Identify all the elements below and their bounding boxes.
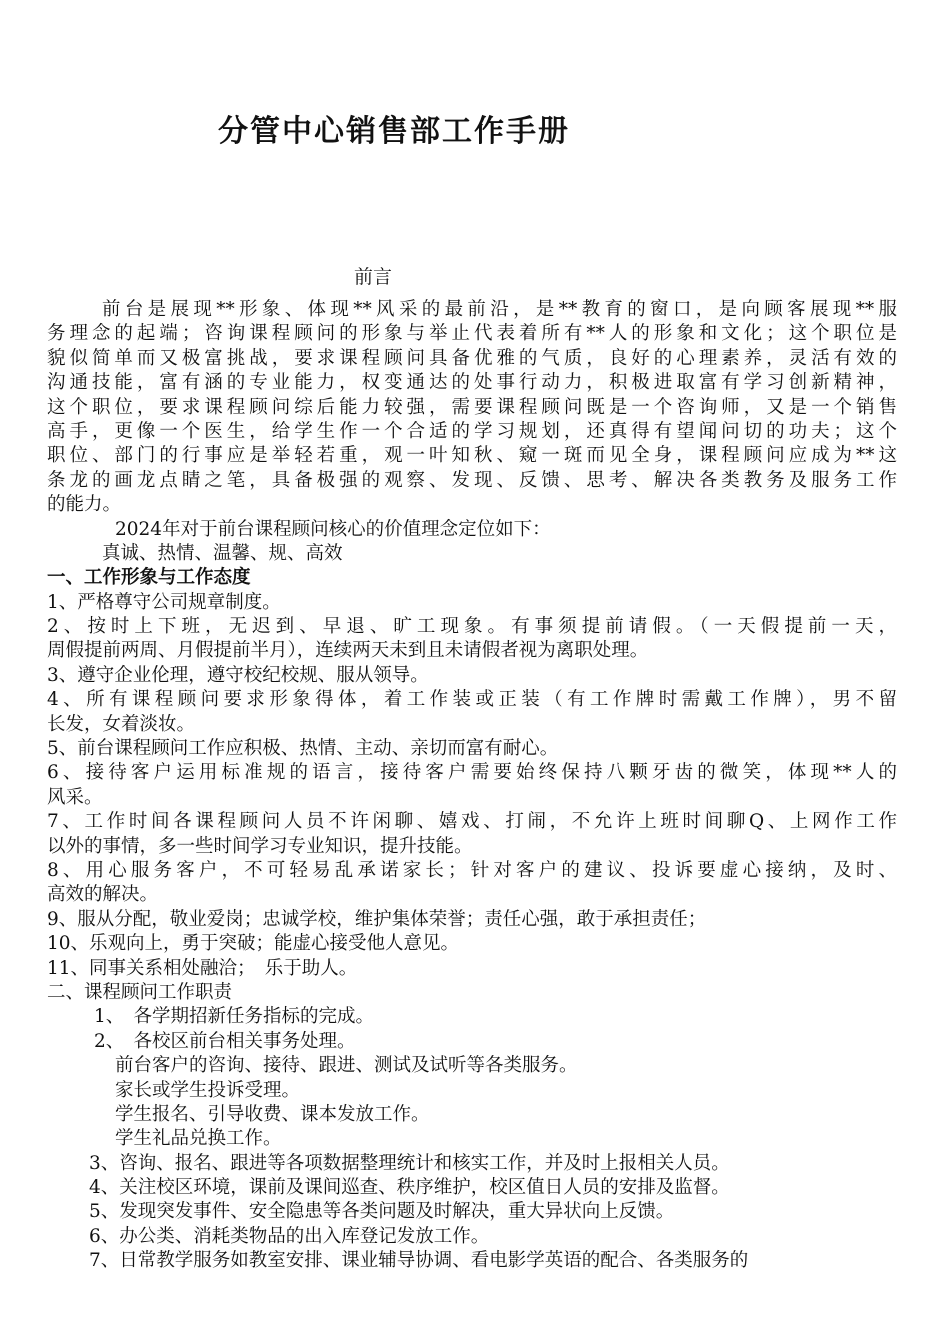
- rule-item: 高效的解决。: [47, 884, 159, 906]
- duty-item: 2、 各校区前台相关事务处理。: [94, 1030, 356, 1052]
- rule-item: 长发，女着淡妆。: [47, 713, 196, 735]
- document-body: [47, 298, 897, 1274]
- rule-item: 10、乐观向上，勇于突破；能虚心接受他人意见。: [47, 933, 460, 955]
- preface-line: 貌似简单而又极富挑战，要求课程顾问具备优雅的气质，良好的心理素养，灵活有效的: [47, 347, 897, 369]
- preface-line: 高手，更像一个医生，给学生作一个合适的学习规划，还真得有望闻问切的功夫；这个: [47, 420, 897, 442]
- rule-item: 11、同事关系相处融洽； 乐于助人。: [47, 957, 358, 979]
- preface-line: 沟通技能，富有涵的专业能力，权变通达的处事行动力，积极进取富有学习创新精神，: [47, 372, 897, 394]
- duty-item: 1、 各学期招新任务指标的完成。: [94, 1006, 375, 1028]
- duty-subitem: 学生礼品兑换工作。: [115, 1128, 282, 1150]
- rule-item: 周假提前两周、月假提前半月），连续两天未到且未请假者视为离职处理。: [47, 640, 649, 662]
- duty-item: 4、关注校区环境，课前及课间巡查、秩序维护，校区值日人员的安排及监督。: [89, 1177, 730, 1199]
- preface-heading: 前言: [354, 266, 393, 288]
- rule-item: 风采。: [47, 786, 103, 808]
- duty-subitem: 学生报名、引导收费、课本发放工作。: [115, 1103, 430, 1125]
- rule-item: 3、遵守企业伦理，遵守校纪校规、服从领导。: [47, 664, 429, 686]
- preface-line: 前台是展现**形象、体现**风采的最前沿，是**教育的窗口，是向顾客展现**服: [102, 299, 897, 320]
- preface-line: 务理念的起端；咨询课程顾问的形象与举止代表着所有**人的形象和文化；这个职位是: [47, 323, 897, 345]
- duty-item: 6、办公类、消耗类物品的出入库登记发放工作。: [89, 1225, 490, 1247]
- section-heading-duties: 二、课程顾问工作职责: [47, 981, 233, 1003]
- rule-item: 8、用心服务客户，不可轻易乱承诺家长；针对客户的建议、投诉要虚心接纳，及时、: [47, 859, 897, 881]
- preface-line: 条龙的画龙点睛之笔，具备极强的观察、发现、反馈、思考、解决各类教务及服务工作: [47, 469, 897, 491]
- rule-item: 以外的事情，多一些时间学习专业知识，提升技能。: [47, 835, 473, 857]
- duty-item: 7、日常教学服务如教室安排、课业辅导协调、看电影学英语的配合、各类服务的: [89, 1250, 749, 1272]
- document-title: 分管中心销售部工作手册: [218, 114, 570, 149]
- rule-item: 9、服从分配，敬业爱岗；忠诚学校，维护集体荣誉；责任心强，敢于承担责任；: [47, 908, 707, 930]
- duty-item: 5、发现突发事件、安全隐患等各类问题及时解决，重大异状向上反馈。: [89, 1201, 675, 1223]
- rule-item: 6、接待客户运用标准规的语言，接待客户需要始终保持八颗牙齿的微笑，体现**人的: [47, 762, 897, 784]
- preface-line: 的能力。: [47, 494, 122, 516]
- rule-item: 5、前台课程顾问工作应积极、热情、主动、亲切而富有耐心。: [47, 738, 559, 760]
- preface-line: 职位、部门的行事应是举轻若重，观一叶知秋、窥一斑而见全身，课程顾问应成为**这: [47, 445, 897, 467]
- rule-item: 4、所有课程顾问要求形象得体，着工作装或正装（有工作牌时需戴工作牌），男不留: [47, 689, 897, 711]
- rule-item: 7、工作时间各课程顾问人员不许闲聊、嬉戏、打闹，不允许上班时间聊Q、上网作工作: [47, 811, 897, 833]
- rule-item: 2、按时上下班，无迟到、早退、旷工现象。有事须提前请假。（一天假提前一天，: [47, 616, 897, 638]
- values-statement: 真诚、热情、温馨、规、高效: [102, 542, 343, 564]
- values-intro: 2024年对于前台课程顾问核心的价值理念定位如下：: [115, 518, 551, 540]
- duty-subitem: 家长或学生投诉受理。: [115, 1079, 301, 1101]
- duty-subitem: 前台客户的咨询、接待、跟进、测试及试听等各类服务。: [115, 1055, 578, 1077]
- duty-item: 3、咨询、报名、跟进等各项数据整理统计和核实工作，并及时上报相关人员。: [89, 1152, 730, 1174]
- preface-line: 这个职位，要求课程顾问综后能力较强，需要课程顾问既是一个咨询师，又是一个销售: [47, 396, 897, 418]
- rule-item: 1、严格尊守公司规章制度。: [47, 591, 281, 613]
- section-heading-work-image: 一、工作形象与工作态度: [47, 567, 251, 589]
